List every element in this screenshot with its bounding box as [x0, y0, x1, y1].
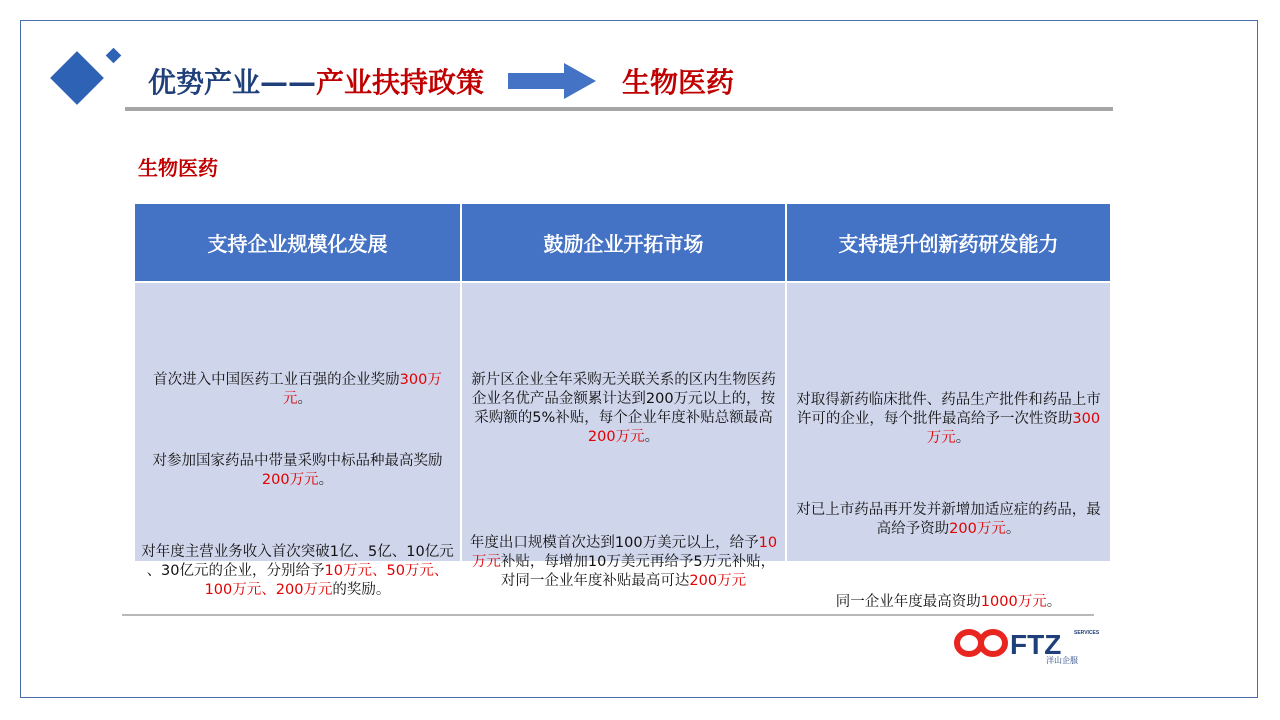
title-category: 优势产业—— [148, 66, 317, 99]
policy-item: 同一企业年度最高资助1000万元。 [835, 594, 1062, 610]
policy-item: 对年度主营业务收入首次突破1亿、5亿、10亿元 、30亿元的企业，分别给予10万元、50万元、100万元、200万元的奖励。 [141, 544, 454, 598]
title-industry: 生物医药 [622, 66, 735, 99]
table-cell-scale [135, 281, 460, 598]
logo-cn: 洋山企服 [1046, 656, 1078, 665]
footer-divider [122, 614, 1094, 616]
table-header-scale: 支持企业规模化发展 [135, 204, 460, 281]
policy-item: 对参加国家药品中带量采购中标品种最高奖励200万元。 [152, 453, 443, 488]
policy-item: 首次进入中国医药工业百强的企业奖励300万元。 [153, 372, 442, 407]
table-cell-market [460, 281, 785, 589]
title-policy: 产业扶持政策 [316, 66, 485, 99]
policy-item: 新片区企业全年采购无关联关系的区内生物医药企业名优产品金额累计达到200万元以上的，按采购额的5%补贴，每个企业年度补贴总额最高200万元。 [471, 372, 776, 445]
logo-tag: SERVICES [1074, 630, 1100, 636]
policy-item: 对已上市药品再开发并新增加适应症的药品，最高给予资助200万元。 [796, 502, 1101, 537]
arrow-right-icon [508, 61, 598, 101]
policy-table [135, 204, 1110, 610]
table-header-rnd: 支持提升创新药研发能力 [785, 204, 1110, 281]
page-title [148, 56, 734, 106]
infinity-icon [957, 632, 1005, 654]
company-logo [950, 622, 1100, 666]
section-title: 生物医药 [138, 156, 218, 180]
table-header-market: 鼓励企业开拓市场 [460, 204, 785, 281]
title-divider [125, 107, 1113, 111]
policy-item: 年度出口规模首次达到100万美元以上，给予10万元补贴，每增加10万美元再给予5万元补贴，对同一企业年度补贴最高可达200万元 [469, 535, 778, 589]
policy-item: 对取得新药临床批件、药品生产批件和药品上市许可的企业，每个批件最高给予一次性资助300万元。 [796, 392, 1101, 446]
table-cell-rnd [785, 281, 1110, 610]
logo-brand: FTZ [1010, 629, 1062, 660]
